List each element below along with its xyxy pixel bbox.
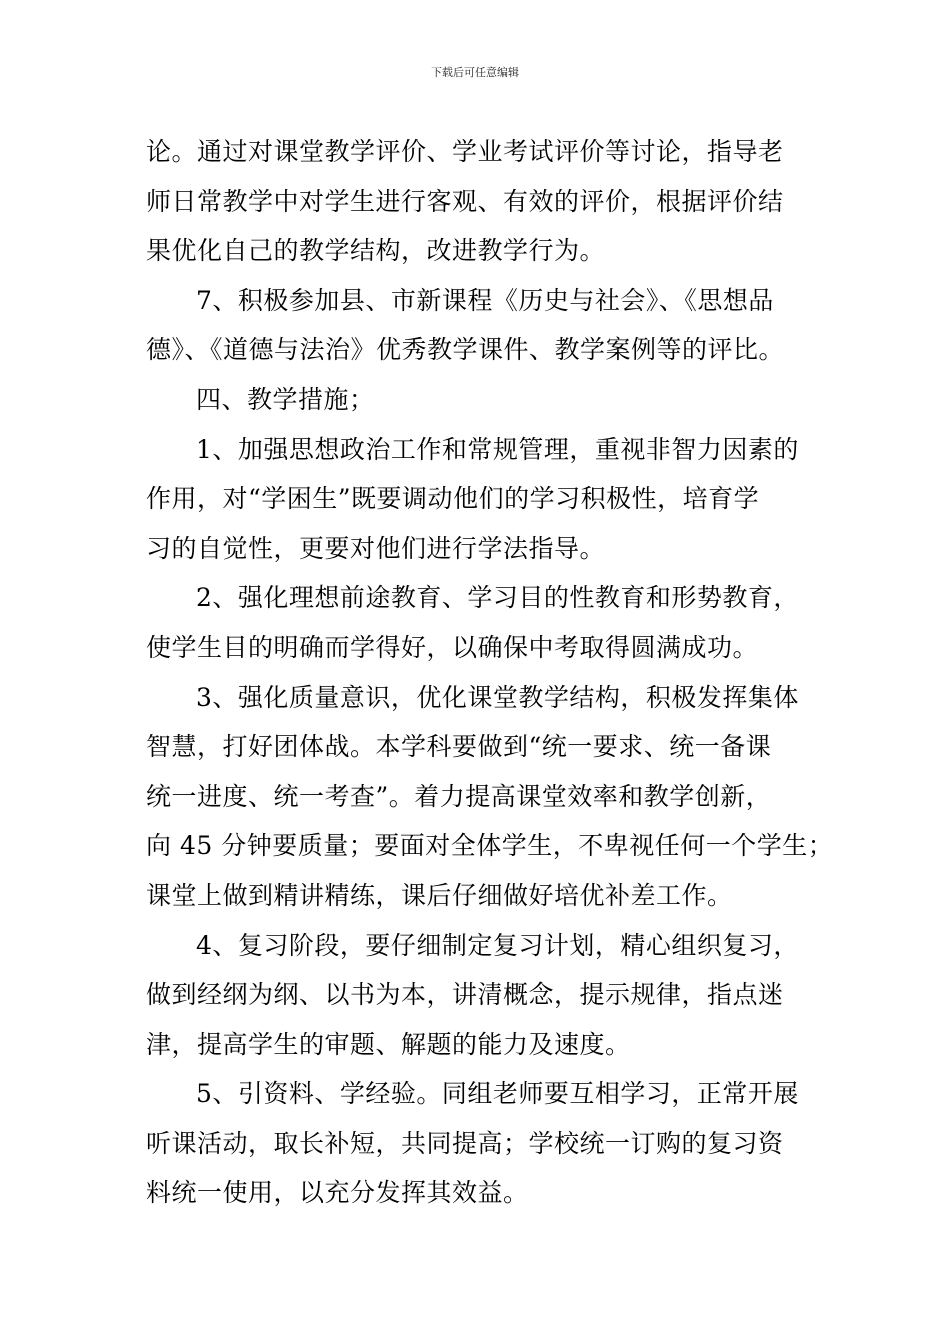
paragraph-start-line: 4、复习阶段，要仔细制定复习计划，精心组织复习， xyxy=(196,930,799,960)
text-line: 听课活动，取长补短，共同提高；学校统一订购的复习资 xyxy=(146,1128,784,1158)
paragraph-start-line: 3、强化质量意识，优化课堂教学结构，积极发挥集体 xyxy=(196,682,799,712)
page-header: 下载后可任意编辑 xyxy=(431,66,519,79)
text-line: 做到经纲为纲、以书为本，讲清概念，提示规律，指点迷 xyxy=(146,980,784,1010)
text-line: 德》、《道德与法治》优秀教学课件、教学案例等的评比。 xyxy=(146,335,785,365)
text-line: 向 45 分钟要质量；要面对全体学生，不卑视任何一个学生； xyxy=(146,831,834,861)
text-line: 作用，对“学困生”既要调动他们的学习积极性，培育学 xyxy=(146,484,760,514)
text-line: 统一进度、统一考查”。着力提高课堂效率和教学创新， xyxy=(146,781,772,811)
section-heading: 四、教学措施； xyxy=(196,384,375,414)
paragraph-start-line: 1、加强思想政治工作和常规管理，重视非智力因素的 xyxy=(196,434,799,464)
text-line: 料统一使用，以充分发挥其效益。 xyxy=(146,1178,529,1208)
text-line: 论。通过对课堂教学评价、学业考试评价等讨论，指导老 xyxy=(146,137,784,166)
paragraph-start-line: 2、强化理想前途教育、学习目的性教育和形势教育， xyxy=(196,583,799,613)
text-line: 果优化自己的教学结构，改进教学行为。 xyxy=(146,236,606,266)
text-line: 习的自觉性，更要对他们进行学法指导。 xyxy=(146,533,606,563)
text-line: 津，提高学生的审题、解题的能力及速度。 xyxy=(146,1029,631,1059)
text-line: 课堂上做到精讲精练，课后仔细做好培优补差工作。 xyxy=(146,880,733,910)
paragraph-start-line: 5、引资料、学经验。同组老师要互相学习，正常开展 xyxy=(196,1079,799,1109)
text-line: 使学生目的明确而学得好，以确保中考取得圆满成功。 xyxy=(146,632,759,662)
document-body xyxy=(146,127,834,1218)
paragraph-start-line: 7、积极参加县、市新课程《历史与社会》、《思想品 xyxy=(196,285,774,315)
text-line: 智慧，打好团体战。本学科要做到“统一要求、统一备课 xyxy=(146,732,772,762)
text-line: 师日常教学中对学生进行客观、有效的评价，根据评价结 xyxy=(146,186,784,216)
